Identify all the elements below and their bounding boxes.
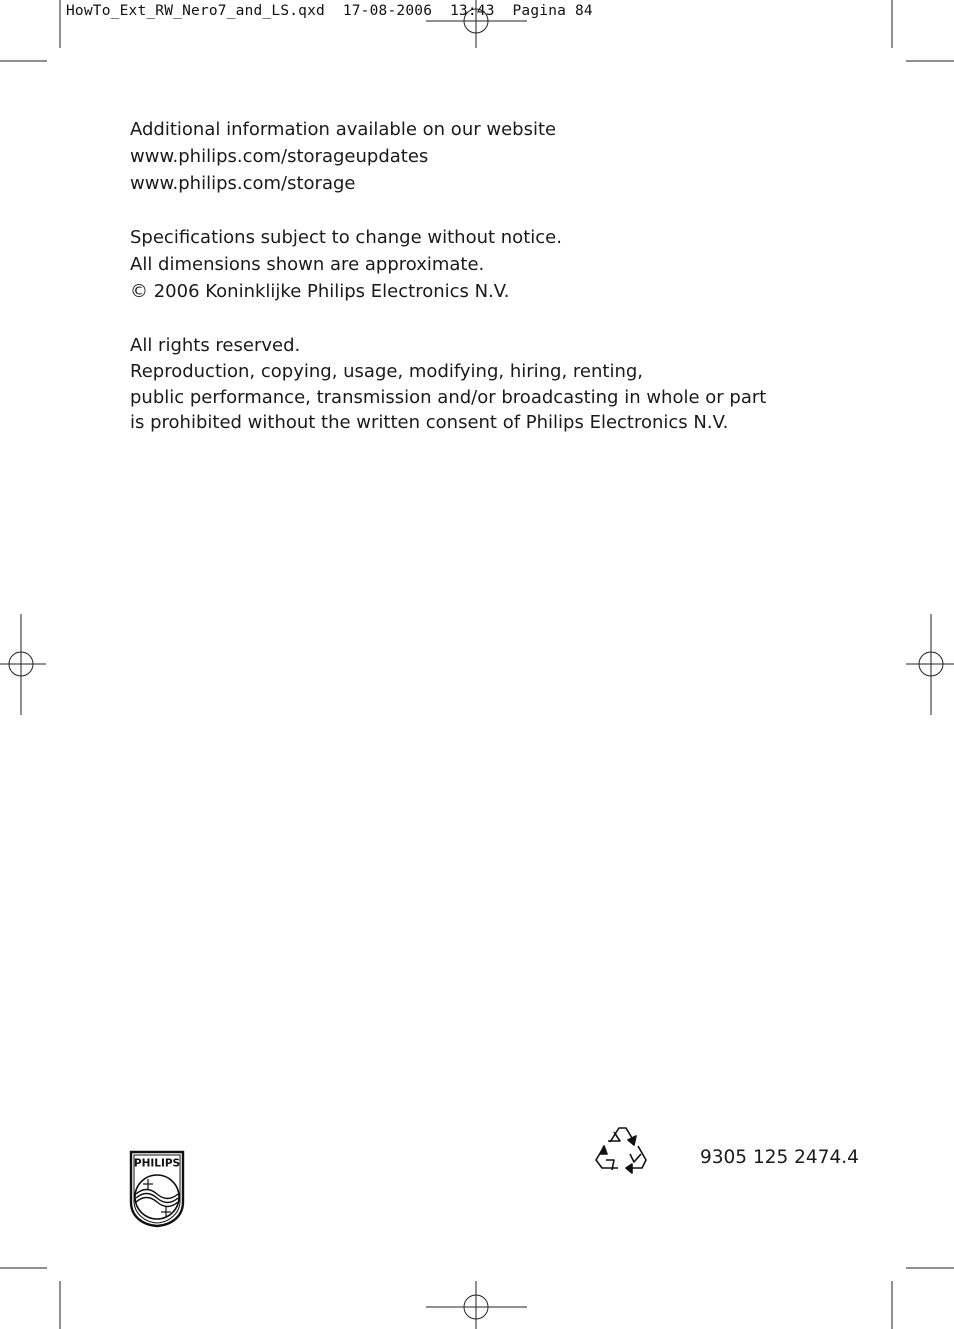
rights-line-3: is prohibited without the written consent of Philips Electronics N.V. — [130, 412, 729, 433]
specs-notice: Specifications subject to change without notice. — [130, 227, 562, 248]
registration-mark-left — [0, 614, 46, 715]
registration-mark-bottom — [426, 1281, 527, 1329]
recycle-icon — [592, 1124, 648, 1178]
storage-url: www.philips.com/storage — [130, 173, 356, 194]
philips-shield-icon — [128, 1150, 186, 1228]
rights-block — [130, 332, 766, 436]
part-number: 9305 125 2474.4 — [700, 1147, 859, 1168]
rights-reserved: All rights reserved. — [130, 335, 301, 356]
website-info-heading: Additional information available on our website — [130, 119, 557, 140]
storage-updates-url: www.philips.com/storageupdates — [130, 146, 429, 167]
notices-block — [130, 224, 562, 305]
registration-mark-top — [426, 0, 527, 48]
rights-line-1: Reproduction, copying, usage, modifying, hiring, renting, — [130, 361, 644, 382]
logo-wordmark: PHILIPS — [133, 1157, 181, 1170]
print-slug: HowTo_Ext_RW_Nero7_and_LS.qxd 17-08-2006 13:43 Pagina 84 — [66, 3, 593, 19]
registration-mark-right — [906, 614, 954, 715]
rights-line-2: public performance, transmission and/or broadcasting in whole or part — [130, 386, 767, 408]
copyright-notice: © 2006 Koninklijke Philips Electronics N.V. — [130, 281, 510, 302]
website-info-block — [130, 116, 556, 197]
dimensions-notice: All dimensions shown are approximate. — [130, 254, 485, 275]
